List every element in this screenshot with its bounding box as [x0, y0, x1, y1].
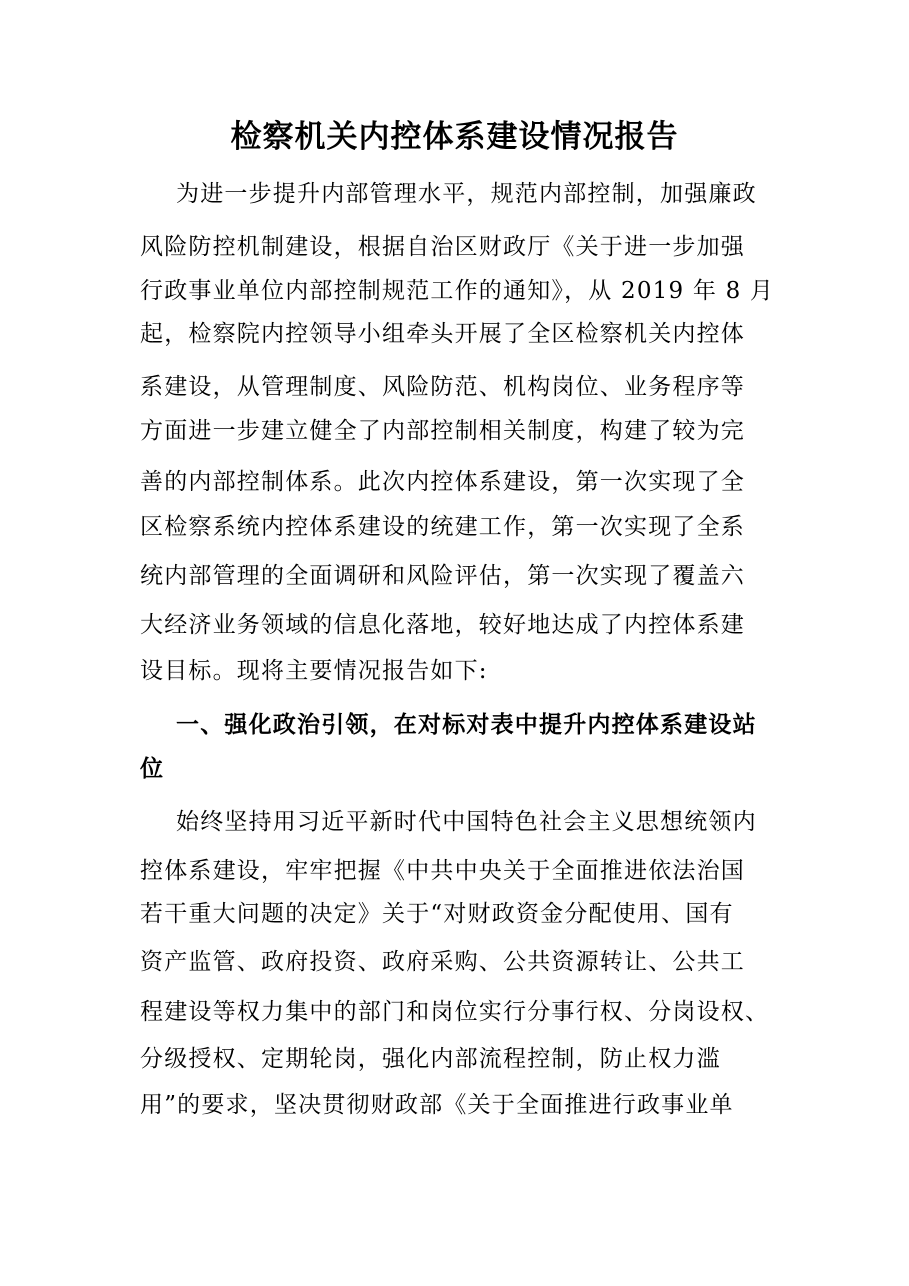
- text-line: 善的内部控制体系。此次内控体系建设，第一次实现了全: [140, 469, 745, 495]
- text-line: 起，检察院内控领导小组牵头开展了全区检察机关内控体: [140, 321, 745, 347]
- text-line: 若干重大问题的决定》关于“对财政资金分配使用、国有: [140, 901, 734, 927]
- heading-line: 一、强化政治引领，在对标对表中提升内控体系建设站: [176, 711, 757, 738]
- text-line: 区检察系统内控体系建设的统建工作，第一次实现了全系: [140, 514, 745, 540]
- text-line: 用”的要求，坚决贯彻财政部《关于全面推进行政事业单: [140, 1092, 734, 1118]
- text-line: 系建设，从管理制度、风险防范、机构岗位、业务程序等: [140, 374, 745, 400]
- text-line: 风险防控机制建设，根据自治区财政厅《关于进一步加强: [140, 234, 745, 260]
- text-line: 始终坚持用习近平新时代中国特色社会主义思想统领内: [176, 809, 757, 835]
- text-line: 程建设等权力集中的部门和岗位实行分事行权、分岗设权、: [140, 999, 770, 1025]
- heading-line: 位: [140, 755, 165, 782]
- text-line: 大经济业务领域的信息化落地，较好地达成了内控体系建: [140, 612, 745, 638]
- text-line: 方面进一步建立健全了内部控制相关制度，构建了较为完: [140, 418, 745, 444]
- text-line: 为进一步提升内部管理水平，规范内部控制，加强廉政: [176, 181, 757, 207]
- text-line: 统内部管理的全面调研和风险评估，第一次实现了覆盖六: [140, 563, 745, 589]
- text-line: 分级授权、定期轮岗，强化内部流程控制，防止权力滥: [140, 1046, 721, 1072]
- text-line: 设目标。现将主要情况报告如下:: [140, 658, 488, 684]
- text-line: 控体系建设，牢牢把握《中共中央关于全面推进依法治国: [140, 858, 745, 884]
- document-title: 检察机关内控体系建设情况报告: [230, 119, 679, 155]
- text-line: 资产监管、政府投资、政府采购、公共资源转让、公共工: [140, 949, 745, 975]
- text-line: 行政事业单位内部控制规范工作的通知》，从 2019 年 8 月: [140, 278, 775, 304]
